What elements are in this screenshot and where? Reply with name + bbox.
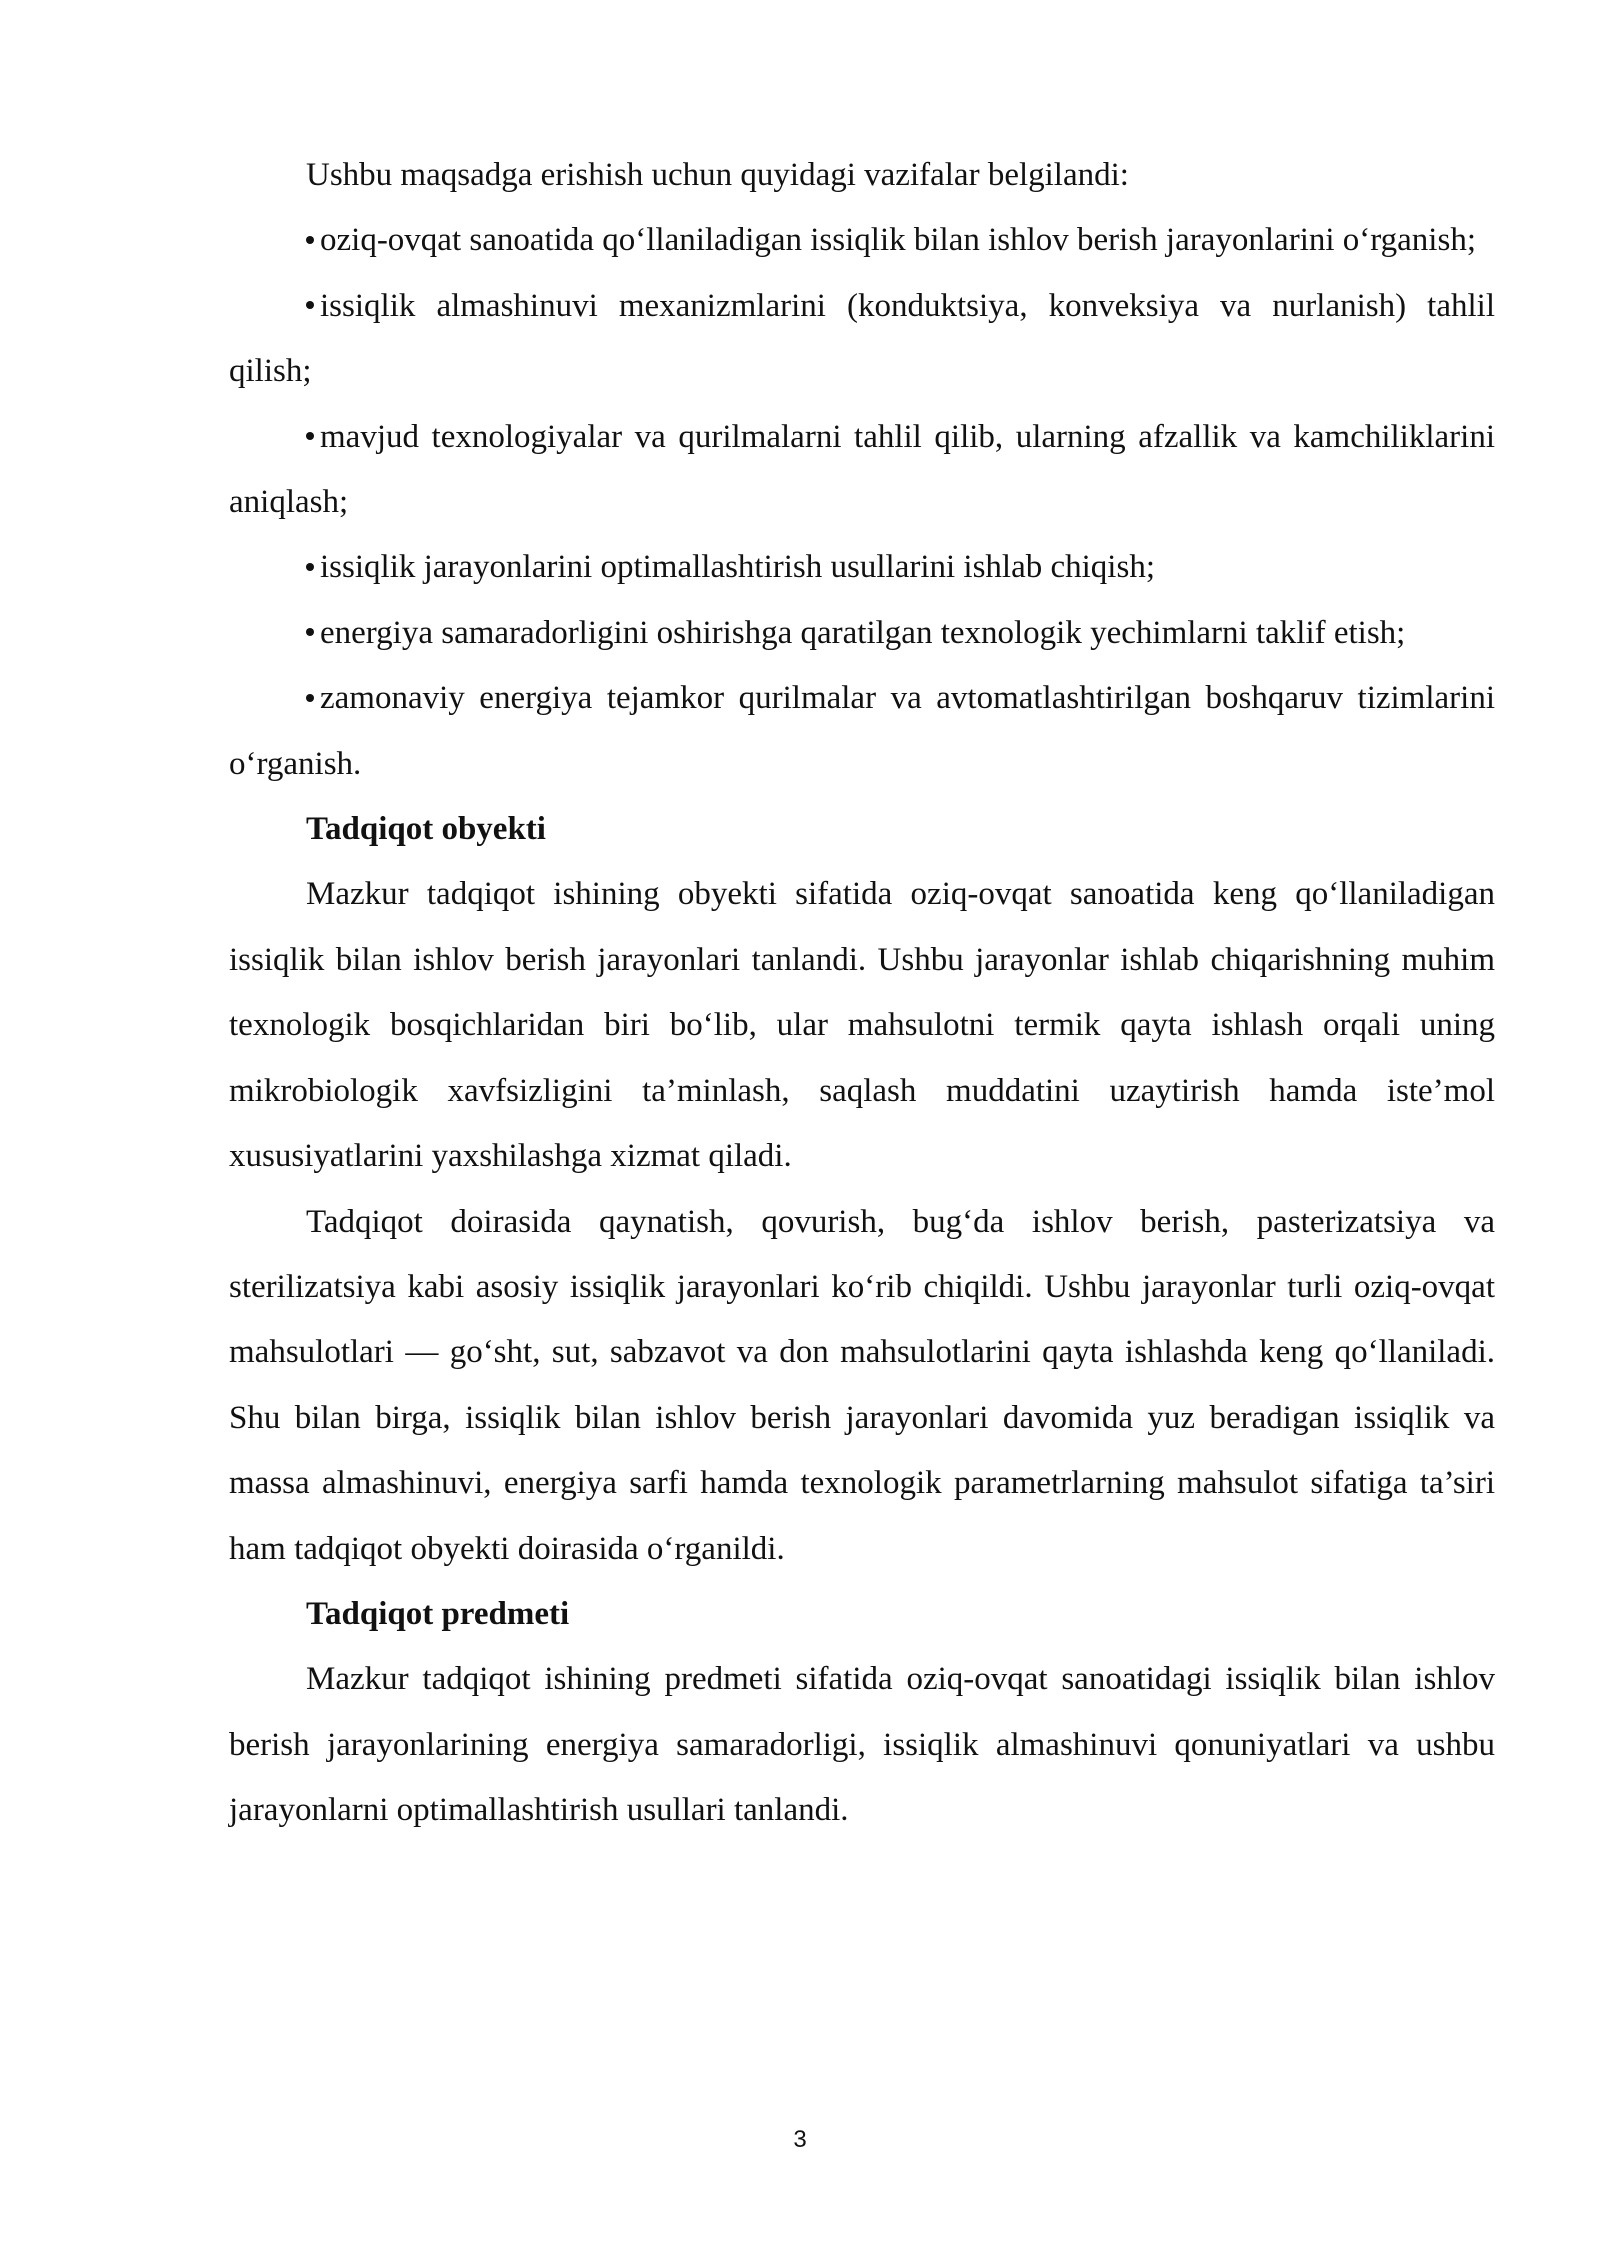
task-item — [229, 274, 1495, 405]
section-heading-object: Tadqiqot obyekti — [306, 811, 546, 848]
bullet-icon — [306, 628, 314, 636]
bullet-icon — [306, 694, 314, 702]
document-body — [229, 143, 1495, 1844]
page-number: 3 — [793, 2126, 807, 2153]
task-item — [229, 535, 1495, 600]
task-item — [229, 601, 1495, 666]
task-text: energiya samaradorligini oshirishga qaratilgan texnologik yechimlarni taklif etish; — [320, 614, 1406, 651]
section-heading-subject: Tadqiqot predmeti — [306, 1595, 570, 1632]
task-text: issiqlik jarayonlarini optimallashtirish usullarini ishlab chiqish; — [320, 549, 1155, 586]
intro-paragraph: Ushbu maqsadga erishish uchun quyidagi vazifalar belgilandi: — [306, 157, 1129, 193]
bullet-icon — [306, 432, 314, 440]
bullet-icon — [306, 236, 314, 244]
object-paragraph-2: Tadqiqot doirasida qaynatish, qovurish, bug‘da ishlov berish, pasterizatsiya va sterilizatsiya kabi asosiy issiqlik jarayonlari ko‘rib chiqildi. Ushbu jarayonlar turli oziq-ovqat mahsulotlari — go‘sht, sut, sabzavot va don mahsulotlarini qayta ishlashda keng qo‘llaniladi. Shu bilan birga, issiqlik bilan ishlov berish jarayonlari davomida yuz beradigan issiqlik va massa almashinuvi, energiya sarfi hamda texnologik parametrlarning mahsulot sifatiga ta’siri ham tadqiqot obyekti doirasida o‘rganildi. — [229, 1203, 1495, 1567]
bullet-icon — [306, 563, 314, 571]
bullet-icon — [306, 301, 314, 309]
task-text: issiqlik almashinuvi mexanizmlarini (konduktsiya, konveksiya va nurlanish) tahlil qilish; — [229, 287, 1495, 390]
object-paragraph-1: Mazkur tadqiqot ishining obyekti sifatida oziq-ovqat sanoatida keng qo‘llaniladigan issiqlik bilan ishlov berish jarayonlari tanlandi. Ushbu jarayonlar ishlab chiqarishning muhim texnologik bosqichlaridan biri bo‘lib, ular mahsulotni termik qayta ishlash orqali uning mikrobiologik xavfsizligini ta’minlash, saqlash muddatini uzaytirish hamda iste’mol xususiyatlarini yaxshilashga xizmat qiladi. — [229, 876, 1495, 1175]
task-item — [229, 405, 1495, 536]
task-item — [229, 666, 1495, 797]
task-text: oziq-ovqat sanoatida qo‘llaniladigan issiqlik bilan ishlov berish jarayonlarini o‘rganish; — [320, 222, 1476, 259]
subject-paragraph-1: Mazkur tadqiqot ishining predmeti sifatida oziq-ovqat sanoatidagi issiqlik bilan ishlov berish jarayonlarining energiya samaradorligi, issiqlik almashinuvi qonuniyatlari va ushbu jarayonlarni optimallashtirish usullari tanlandi. — [229, 1661, 1495, 1829]
task-item — [229, 208, 1495, 273]
task-text: zamonaviy energiya tejamkor qurilmalar va avtomatlashtirilgan boshqaruv tizimlarini o‘rganish. — [229, 680, 1495, 782]
task-text: mavjud texnologiyalar va qurilmalarni tahlil qilib, ularning afzallik va kamchiliklarini aniqlash; — [229, 418, 1495, 521]
